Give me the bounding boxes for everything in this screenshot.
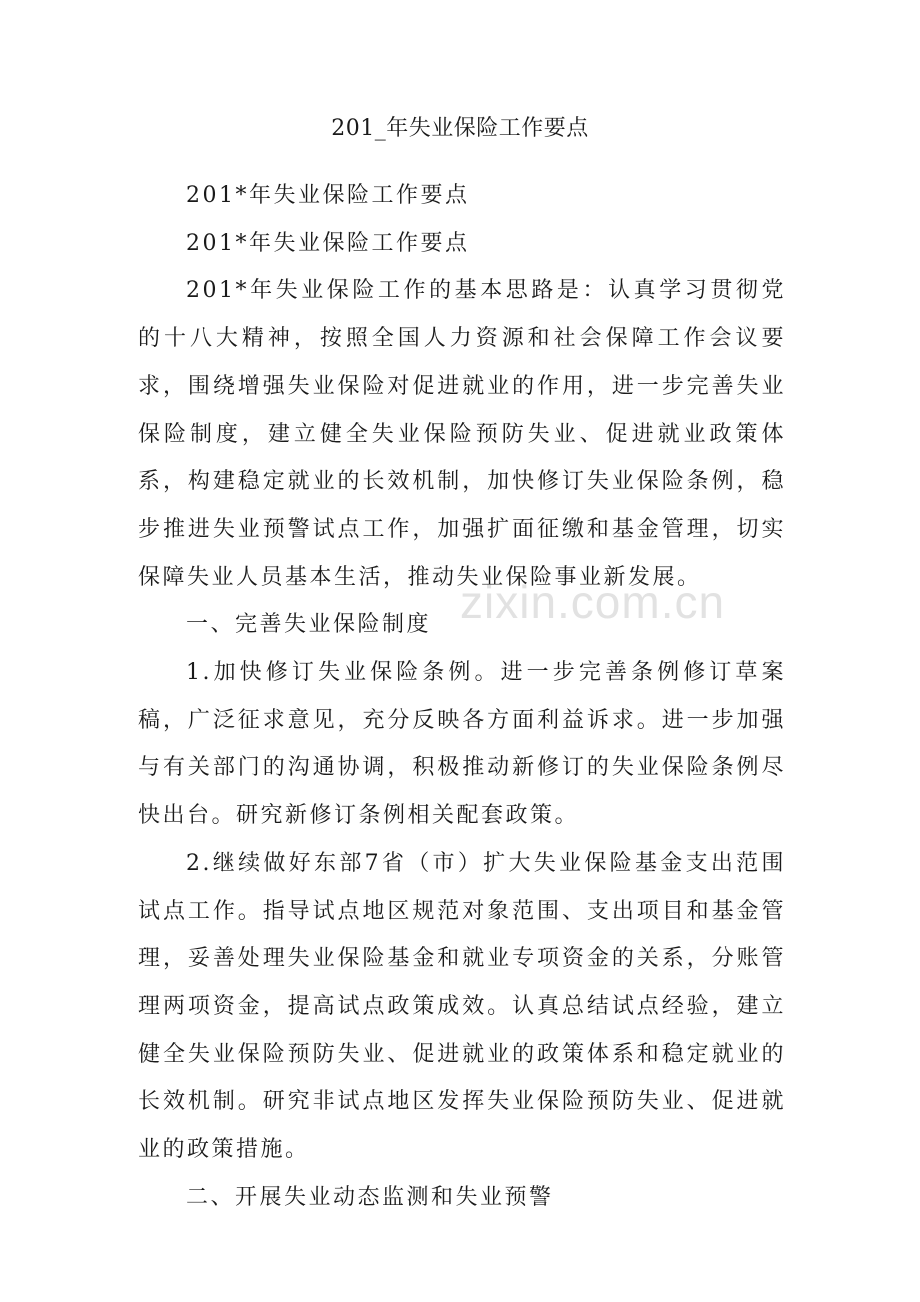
paragraph-overview: 201*年失业保险工作的基本思路是：认真学习贯彻党的十八大精神，按照全国人力资源和社会保障工作会议要求，围绕增强失业保险对促进就业的作用，进一步完善失业保险制度，建立健全失业保险预防失业、促进就业政策体系，构建稳定就业的长效机制，加快修订失业保险条例，稳步推进失业预警试点工作，加强扩面征缴和基金管理，切实保障失业人员基本生活，推动失业保险事业新发展。: [138, 278, 786, 590]
paragraph-item-1: 1.加快修订失业保险条例。进一步完善条例修订草案稿，广泛征求意见，充分反映各方面利益诉求。进一步加强与有关部门的沟通协调，积极推动新修订的失业保险条例尽快出台。研究新修订条例相关配套政策。: [138, 660, 786, 829]
watermark: zixin.com.cn: [460, 576, 726, 628]
section-heading-1: 一、完善失业保险制度: [186, 612, 432, 638]
paragraph-subtitle-1: 201*年失业保险工作要点: [186, 183, 470, 208]
paragraph-item-2: 2.继续做好东部7省（市）扩大失业保险基金支出范围试点工作。指导试点地区规范对象范围、支出项目和基金管理，妥善处理失业保险基金和就业专项资金的关系，分账管理两项资金，提高试点政策成效。认真总结试点经验，建立健全失业保险预防失业、促进就业的政策体系和稳定就业的长效机制。研究非试点地区发挥失业保险预防失业、促进就业的政策措施。: [138, 850, 786, 1163]
paragraph-subtitle-2: 201*年失业保险工作要点: [186, 230, 470, 256]
document-title: 201_年失业保险工作要点: [331, 116, 589, 141]
document-body: [138, 172, 786, 1221]
section-heading-2: 二、开展失业动态监测和失业预警: [186, 1184, 554, 1210]
